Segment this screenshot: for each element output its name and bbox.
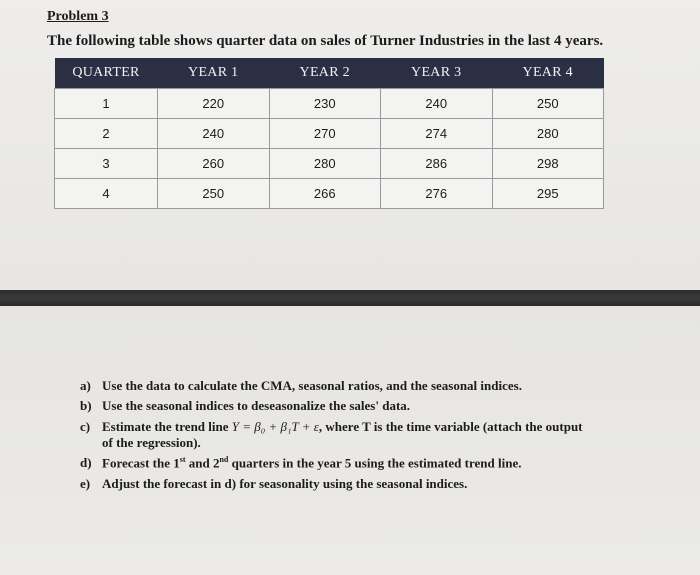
table-cell: 280 — [269, 149, 381, 179]
table-row — [55, 149, 604, 179]
trend-line-formula: Y = β₀ + β₁T + ε — [231, 418, 319, 434]
question-letter: b) — [80, 398, 92, 414]
table-row — [55, 179, 604, 209]
table-cell: 274 — [381, 119, 493, 149]
table-cell: 4 — [55, 179, 158, 209]
table-cell: 3 — [55, 149, 158, 179]
table-cell: 295 — [492, 179, 604, 209]
header-year-1: YEAR 1 — [158, 58, 270, 89]
sales-table — [54, 58, 604, 209]
question-text-end: quarters in the year 5 using the estimated trend line. — [228, 455, 522, 471]
table-row — [55, 89, 604, 119]
header-quarter: QUARTER — [55, 58, 158, 89]
table-row — [55, 119, 604, 149]
table-cell: 1 — [55, 89, 158, 119]
table-cell: 220 — [158, 89, 270, 119]
table-cell: 250 — [158, 179, 270, 209]
question-text-start: Estimate the trend line — [102, 418, 232, 434]
page-divider-bar — [0, 290, 700, 306]
question-d — [80, 455, 640, 472]
table-cell: 298 — [492, 149, 604, 179]
table-cell: 2 — [55, 119, 158, 149]
header-year-2: YEAR 2 — [269, 58, 381, 89]
table-header-row — [55, 58, 604, 89]
question-c — [80, 419, 640, 452]
question-text: Adjust the forecast in d) for seasonality using the seasonal indices. — [102, 475, 468, 491]
question-text-middle: and 2 — [185, 455, 220, 471]
table-cell: 286 — [381, 149, 493, 179]
question-e — [80, 476, 640, 492]
header-year-3: YEAR 3 — [381, 58, 493, 89]
table-cell: 230 — [269, 89, 381, 119]
problem-title: Problem 3 — [47, 9, 109, 24]
ordinal-suffix-nd: nd — [219, 455, 229, 464]
question-b — [80, 398, 640, 414]
question-letter: e) — [80, 475, 91, 491]
question-text-start: Forecast the 1 — [102, 455, 180, 471]
question-text: Use the data to calculate the CMA, seasonal ratios, and the seasonal indices. — [102, 378, 522, 393]
table-cell: 250 — [492, 89, 604, 119]
ordinal-suffix-st: st — [179, 455, 186, 464]
header-year-4: YEAR 4 — [492, 58, 604, 89]
question-text-continuation: of the regression). — [102, 434, 201, 450]
table-cell: 240 — [381, 89, 493, 119]
question-text: Use the seasonal indices to deseasonalize the sales' data. — [102, 398, 411, 414]
table-cell: 276 — [381, 179, 493, 209]
question-text-end: , where T is the time variable (attach the output — [318, 418, 583, 434]
question-letter: a) — [80, 378, 91, 393]
table-cell: 270 — [269, 119, 381, 149]
question-list — [80, 378, 640, 496]
question-letter: d) — [80, 455, 92, 470]
question-a — [80, 378, 640, 394]
question-letter: c) — [80, 418, 91, 434]
table-cell: 280 — [492, 119, 604, 149]
table-cell: 266 — [269, 179, 381, 209]
table-cell: 260 — [158, 149, 270, 179]
problem-intro: The following table shows quarter data on sales of Turner Industries in the last 4 years. — [47, 33, 604, 49]
table-cell: 240 — [158, 119, 270, 149]
